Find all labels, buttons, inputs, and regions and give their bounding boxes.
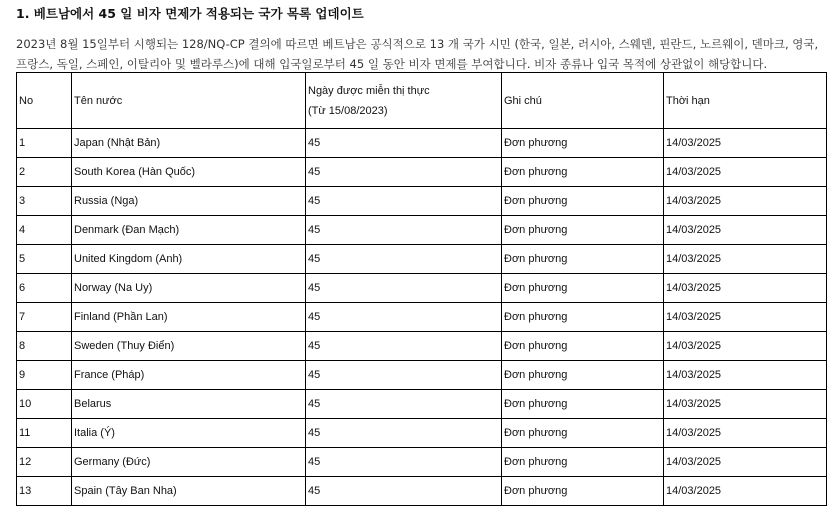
- cell-country: France (Pháp): [72, 361, 306, 390]
- cell-country: Italia (Ý): [72, 419, 306, 448]
- cell-note: Đơn phương: [502, 448, 664, 477]
- cell-country: Finland (Phần Lan): [72, 303, 306, 332]
- cell-expiry: 14/03/2025: [664, 303, 827, 332]
- cell-days: 45: [306, 361, 502, 390]
- cell-country: Denmark (Đan Mạch): [72, 216, 306, 245]
- cell-country: United Kingdom (Anh): [72, 245, 306, 274]
- section-heading: 1. 베트남에서 45 일 비자 면제가 적용되는 국가 목록 업데이트: [16, 6, 364, 21]
- cell-days: 45: [306, 332, 502, 361]
- cell-days: 45: [306, 390, 502, 419]
- cell-expiry: 14/03/2025: [664, 419, 827, 448]
- header-expiry: Thời hạn: [664, 73, 827, 129]
- table-row: [17, 158, 827, 187]
- cell-note: Đơn phương: [502, 419, 664, 448]
- cell-note: Đơn phương: [502, 361, 664, 390]
- cell-note: Đơn phương: [502, 129, 664, 158]
- visa-exemption-table: [16, 72, 827, 506]
- cell-no: 11: [17, 419, 72, 448]
- header-no: No: [17, 73, 72, 129]
- intro-paragraph: 2023년 8월 15일부터 시행되는 128/NQ-CP 결의에 따르면 베트남은 공식적으로 13 개 국가 시민 (한국, 일본, 러시아, 스웨덴, 핀란드, 노르웨이, 덴마크, 영국, 프랑스, 독일, 스페인, 이탈리아 및 벨라루스)에 대해 입국일로부터 45 일 동안 비자 면제를 부여합니다. 비자 종류나 입국 목적에 상관없이 해당합니다.: [16, 37, 819, 71]
- table-row: [17, 303, 827, 332]
- table-row: [17, 390, 827, 419]
- table-row: [17, 245, 827, 274]
- cell-days: 45: [306, 245, 502, 274]
- cell-expiry: 14/03/2025: [664, 245, 827, 274]
- cell-country: Japan (Nhật Bản): [72, 129, 306, 158]
- cell-no: 9: [17, 361, 72, 390]
- cell-country: Germany (Đức): [72, 448, 306, 477]
- cell-country: Russia (Nga): [72, 187, 306, 216]
- cell-no: 3: [17, 187, 72, 216]
- cell-no: 6: [17, 274, 72, 303]
- cell-note: Đơn phương: [502, 187, 664, 216]
- cell-note: Đơn phương: [502, 390, 664, 419]
- cell-days: 45: [306, 477, 502, 506]
- table-header-row: [17, 73, 827, 129]
- table-row: [17, 216, 827, 245]
- cell-note: Đơn phương: [502, 477, 664, 506]
- cell-note: Đơn phương: [502, 303, 664, 332]
- cell-expiry: 14/03/2025: [664, 216, 827, 245]
- table-row: [17, 187, 827, 216]
- table-row: [17, 274, 827, 303]
- header-note: Ghi chú: [502, 73, 664, 129]
- cell-expiry: 14/03/2025: [664, 129, 827, 158]
- header-days: [306, 73, 502, 129]
- cell-expiry: 14/03/2025: [664, 390, 827, 419]
- cell-no: 1: [17, 129, 72, 158]
- cell-note: Đơn phương: [502, 158, 664, 187]
- table-body: [17, 129, 827, 506]
- cell-expiry: 14/03/2025: [664, 477, 827, 506]
- cell-country: Spain (Tây Ban Nha): [72, 477, 306, 506]
- header-days-line1: Ngày được miễn thị thực: [308, 84, 430, 97]
- cell-no: 12: [17, 448, 72, 477]
- cell-expiry: 14/03/2025: [664, 187, 827, 216]
- cell-no: 5: [17, 245, 72, 274]
- cell-expiry: 14/03/2025: [664, 332, 827, 361]
- cell-expiry: 14/03/2025: [664, 361, 827, 390]
- table-row: [17, 129, 827, 158]
- table-row: [17, 332, 827, 361]
- cell-note: Đơn phương: [502, 245, 664, 274]
- cell-expiry: 14/03/2025: [664, 158, 827, 187]
- cell-no: 10: [17, 390, 72, 419]
- cell-days: 45: [306, 158, 502, 187]
- cell-country: Norway (Na Uy): [72, 274, 306, 303]
- cell-no: 13: [17, 477, 72, 506]
- cell-days: 45: [306, 303, 502, 332]
- article: [16, 0, 828, 497]
- cell-country: Belarus: [72, 390, 306, 419]
- cell-country: Sweden (Thuy Điển): [72, 332, 306, 361]
- cell-note: Đơn phương: [502, 332, 664, 361]
- cell-no: 4: [17, 216, 72, 245]
- cell-days: 45: [306, 129, 502, 158]
- cell-days: 45: [306, 187, 502, 216]
- cell-no: 2: [17, 158, 72, 187]
- table-row: [17, 477, 827, 506]
- header-days-line2: (Từ 15/08/2023): [308, 104, 388, 117]
- table-row: [17, 448, 827, 477]
- table-row: [17, 361, 827, 390]
- cell-days: 45: [306, 448, 502, 477]
- cell-expiry: 14/03/2025: [664, 274, 827, 303]
- table-row: [17, 419, 827, 448]
- cell-days: 45: [306, 216, 502, 245]
- header-country: Tên nước: [72, 73, 306, 129]
- cell-no: 8: [17, 332, 72, 361]
- cell-no: 7: [17, 303, 72, 332]
- cell-days: 45: [306, 274, 502, 303]
- cell-note: Đơn phương: [502, 216, 664, 245]
- cell-expiry: 14/03/2025: [664, 448, 827, 477]
- cell-country: South Korea (Hàn Quốc): [72, 158, 306, 187]
- cell-note: Đơn phương: [502, 274, 664, 303]
- cell-days: 45: [306, 419, 502, 448]
